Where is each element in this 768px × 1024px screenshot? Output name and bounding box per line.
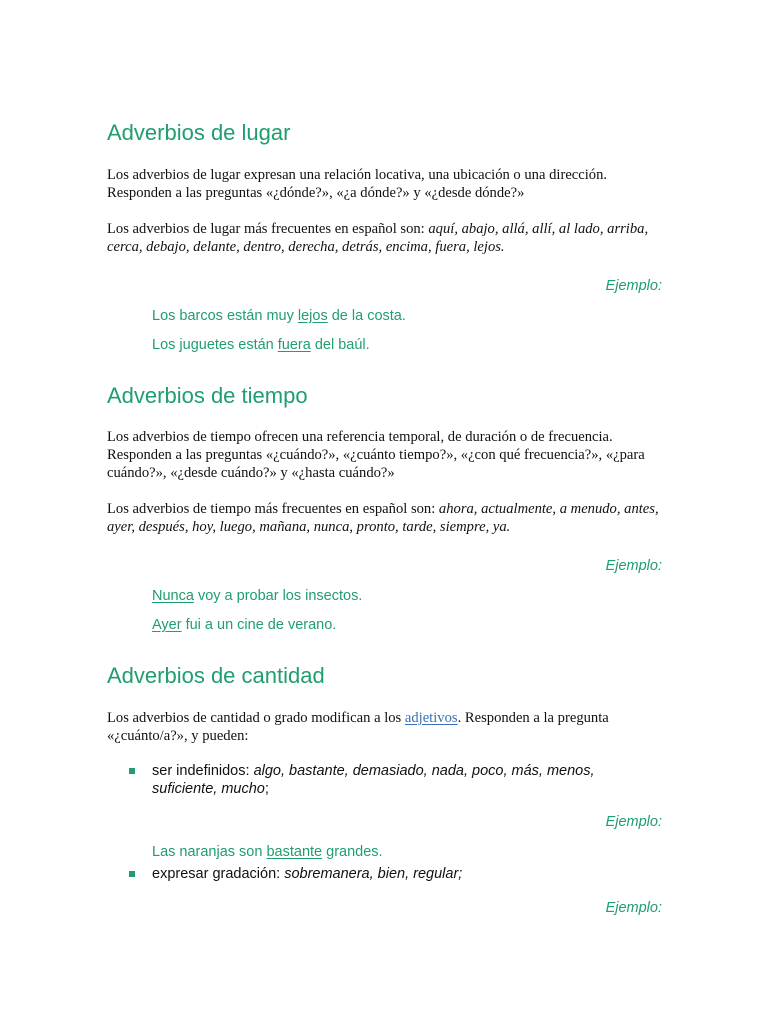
example-text: del baúl. <box>310 337 370 353</box>
bullet-square-icon <box>129 768 135 774</box>
example-text: Los juguetes están <box>152 337 278 353</box>
bullet-prefix: ser indefinidos: <box>152 763 254 779</box>
bullet-square-icon <box>129 871 135 877</box>
adverb-list: ahora, actualmente, a menudo, antes, ayer, después, hoy, luego, mañana, nunca, pronto, tarde, siempre, ya. <box>107 501 659 535</box>
adverb-list: sobremanera, bien, regular; <box>284 866 463 882</box>
paragraph-prefix: Los adverbios de lugar más frecuentes en español son: <box>107 221 429 237</box>
example-adverb: Nunca <box>152 588 194 604</box>
heading-adverbios-de-lugar: Adverbios de lugar <box>107 120 291 145</box>
bullet-prefix: expresar gradación: <box>152 866 285 882</box>
paragraph-lugar-definition: Los adverbios de lugar expresan una relación locativa, una ubicación o una dirección. Responden a las preguntas «¿dónde?», «¿a dónde?» y «¿desde dónde?» <box>107 167 608 201</box>
example-sentence <box>152 843 383 861</box>
adjetivos-link[interactable]: adjetivos <box>404 710 458 726</box>
example-label: Ejemplo: <box>605 814 662 830</box>
example-label: Ejemplo: <box>605 900 662 916</box>
paragraph-tiempo-definition: Los adverbios de tiempo ofrecen una referencia temporal, de duración o de frecuencia. Responden a las preguntas «¿cuándo?», «¿cuánto tiempo?», «¿con qué frecuencia?», «¿para cuándo?», «¿desde cuándo?» y «¿hasta cuándo?» <box>107 429 645 481</box>
example-label: Ejemplo: <box>605 278 662 294</box>
example-sentence <box>152 587 362 605</box>
heading-adverbios-de-tiempo: Adverbios de tiempo <box>107 383 308 408</box>
example-adverb: bastante <box>266 844 323 860</box>
paragraph-text: Los adverbios de cantidad o grado modifican a los <box>107 710 405 726</box>
bullet-suffix: ; <box>264 781 269 797</box>
example-sentence <box>152 616 336 634</box>
adverb-list: aquí, abajo, allá, allí, al lado, arriba, cerca, debajo, delante, dentro, derecha, detrás, encima, fuera, lejos. <box>107 221 649 255</box>
example-text: Las naranjas son <box>152 844 267 860</box>
paragraph-text: . Responden a la pregunta «¿cuánto/a?», y pueden: <box>107 710 609 744</box>
bullet-item <box>152 762 632 798</box>
example-text: Los barcos están muy <box>152 308 298 324</box>
example-adverb: fuera <box>277 337 311 353</box>
example-adverb: Ayer <box>152 617 182 633</box>
paragraph-lugar-frequent <box>107 220 667 256</box>
example-text: fui a un cine de verano. <box>181 617 337 633</box>
example-text: de la costa. <box>327 308 406 324</box>
paragraph-cantidad-definition <box>107 709 667 745</box>
bullet-item <box>152 865 632 883</box>
example-text: grandes. <box>322 844 383 860</box>
paragraph-tiempo-frequent <box>107 500 667 536</box>
adverb-list: algo, bastante, demasiado, nada, poco, más, menos, suficiente, mucho <box>152 763 595 797</box>
heading-adverbios-de-cantidad: Adverbios de cantidad <box>107 663 325 688</box>
example-sentence <box>152 336 370 354</box>
example-text: voy a probar los insectos. <box>193 588 363 604</box>
example-adverb: lejos <box>297 308 328 324</box>
example-sentence <box>152 307 406 325</box>
paragraph-prefix: Los adverbios de tiempo más frecuentes en español son: <box>107 501 439 517</box>
example-label: Ejemplo: <box>605 558 662 574</box>
